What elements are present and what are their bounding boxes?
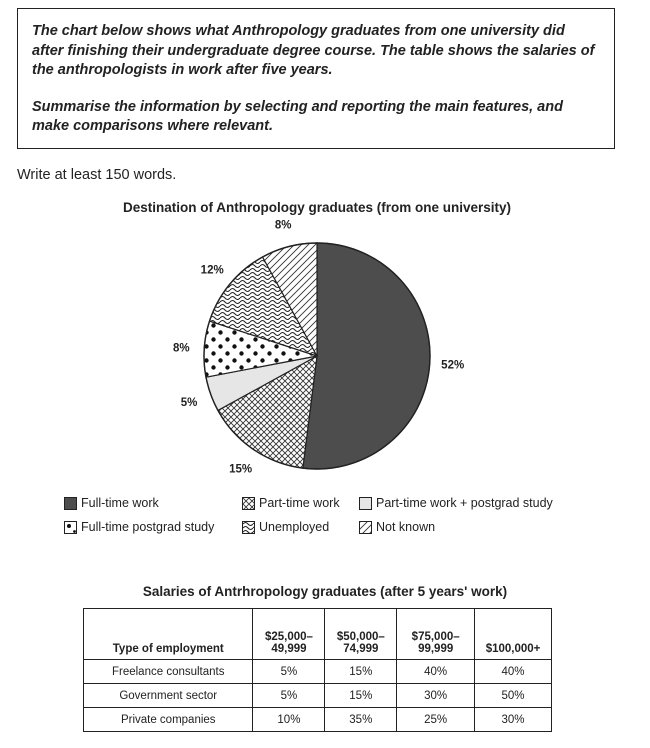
legend-label-part-time-work: Part-time work	[259, 496, 340, 510]
legend-label-part-time-postgrad: Part-time work + postgrad study	[376, 496, 553, 510]
legend-item-not-known	[359, 520, 435, 534]
legend-item-part-time-postgrad	[359, 496, 553, 510]
table-cell: 30%	[475, 708, 552, 732]
legend-item-full-time-postgrad	[64, 520, 214, 534]
table-cell: 25%	[397, 708, 475, 732]
legend-swatch-full-time-postgrad	[64, 521, 77, 534]
legend-swatch-not-known	[359, 521, 372, 534]
legend-label-full-time-postgrad: Full-time postgrad study	[81, 520, 215, 534]
row-label-freelance: Freelance consultants	[84, 660, 253, 684]
legend-label-not-known: Not known	[376, 520, 436, 534]
legend-item-unemployed	[242, 520, 329, 534]
table-cell: 40%	[397, 660, 475, 684]
pie-chart-title: Destination of Anthropology graduates (from one university)	[122, 200, 512, 215]
legend-label-full-time-work: Full-time work	[81, 496, 159, 510]
row-label-government: Government sector	[84, 684, 253, 708]
table-row	[84, 660, 552, 684]
pie-slice-label: 8%	[172, 342, 190, 355]
table-cell: 15%	[325, 660, 397, 684]
legend-swatch-full-time-work	[64, 497, 77, 510]
table-row	[84, 684, 552, 708]
pie-slice-label: 52%	[441, 359, 465, 372]
pie-legend	[64, 496, 624, 540]
legend-swatch-unemployed	[242, 521, 255, 534]
salary-table-title: Salaries of Antrhropology graduates (after 5 years' work)	[142, 584, 508, 599]
legend-item-part-time-work	[242, 496, 340, 510]
header-band-75k: $75,000– 99,999	[397, 609, 475, 660]
pie-slice-label: 15%	[229, 463, 253, 476]
table-cell: 15%	[325, 684, 397, 708]
row-label-private: Private companies	[84, 708, 253, 732]
salary-table-header-row	[84, 609, 552, 660]
pie-slice-full-time-work	[303, 243, 430, 469]
header-type-of-employment: Type of employment	[84, 609, 253, 660]
word-count-instruction: Write at least 150 words.	[17, 167, 177, 183]
legend-label-unemployed: Unemployed	[259, 520, 330, 534]
legend-item-full-time-work	[64, 496, 159, 510]
legend-swatch-part-time-postgrad	[359, 497, 372, 510]
table-cell: 30%	[397, 684, 475, 708]
salary-table	[83, 608, 552, 732]
task-paragraph-1: The chart below shows what Anthropology graduates from one university did after finishing their undergraduate degree course. The table shows the salaries of the anthropologists in work after five years.	[32, 23, 595, 78]
task-paragraph-2: Summarise the information by selecting and reporting the main features, and make comparisons where relevant.	[32, 98, 563, 134]
header-band-50k: $50,000– 74,999	[325, 609, 397, 660]
header-band-25k: $25,000– 49,999	[253, 609, 325, 660]
pie-slice-label: 8%	[274, 219, 292, 232]
pie-slice-label: 12%	[200, 264, 224, 277]
legend-swatch-part-time-work	[242, 497, 255, 510]
header-band-100k: $100,000+	[475, 609, 552, 660]
table-cell: 5%	[253, 660, 325, 684]
table-row	[84, 708, 552, 732]
table-cell: 10%	[253, 708, 325, 732]
table-cell: 40%	[475, 660, 552, 684]
table-cell: 5%	[253, 684, 325, 708]
table-cell: 50%	[475, 684, 552, 708]
pie-slice-label: 5%	[180, 397, 198, 410]
table-cell: 35%	[325, 708, 397, 732]
